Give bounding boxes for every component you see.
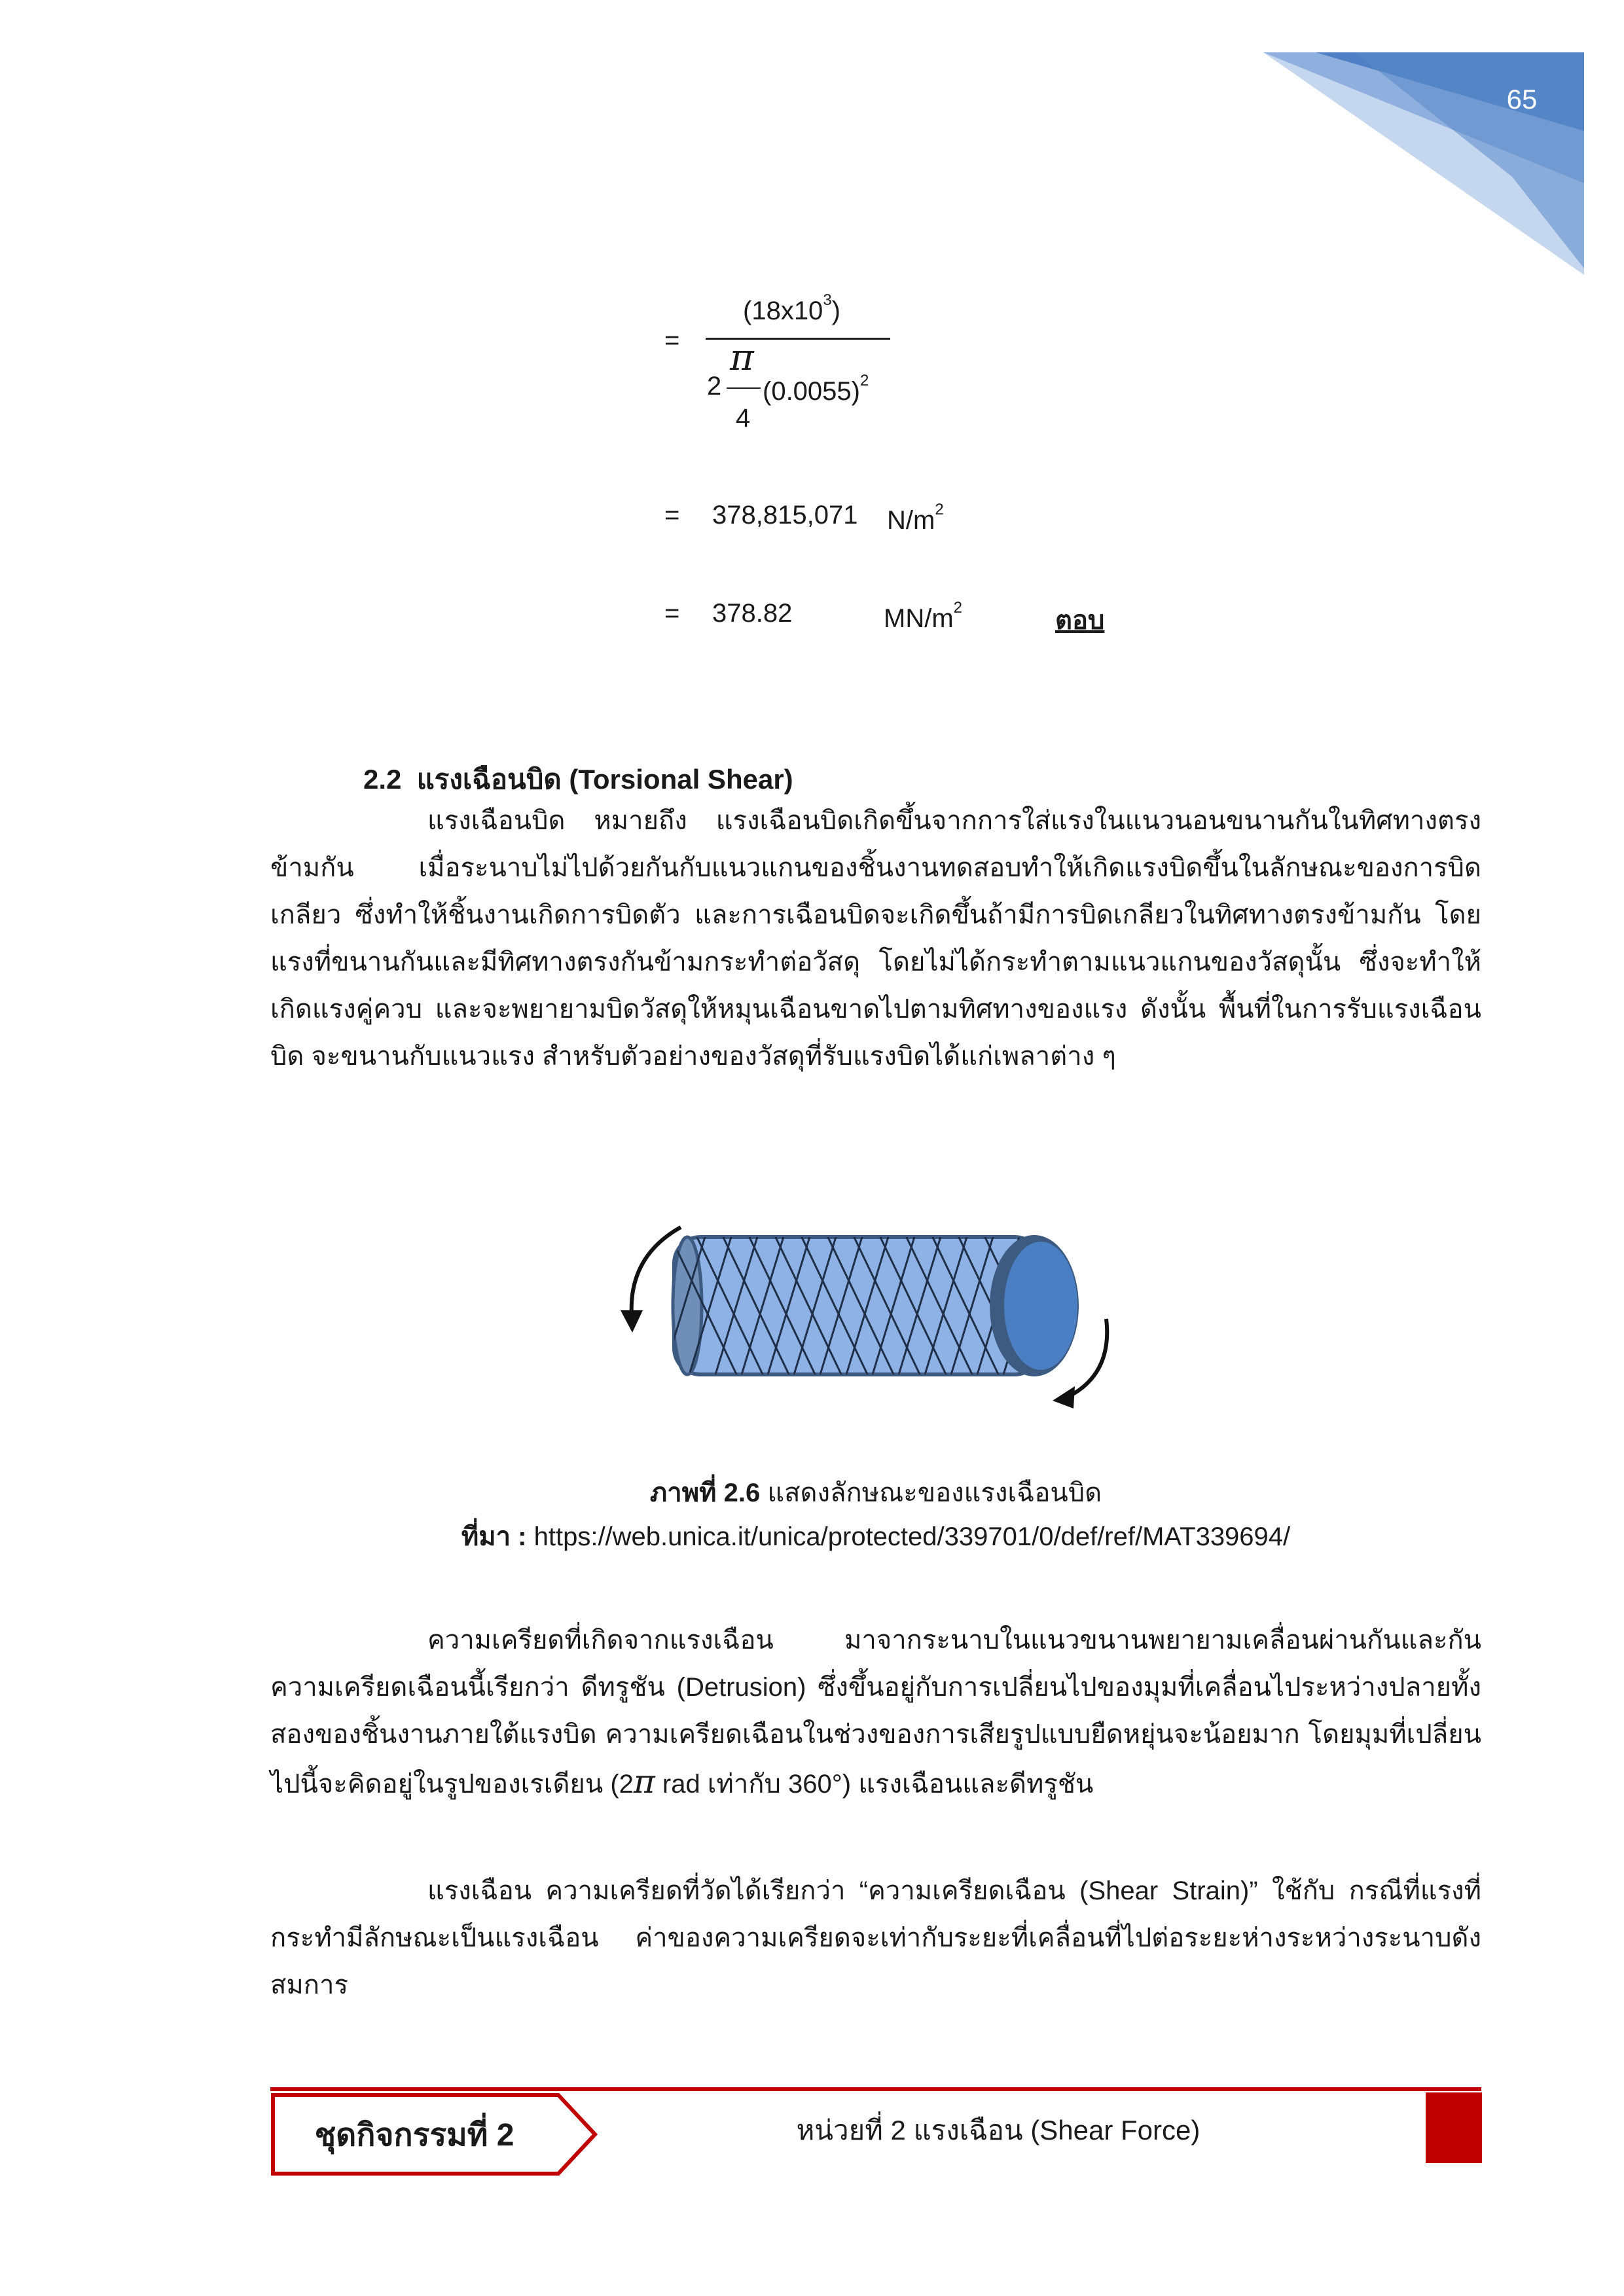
detrusion-paragraph-text: ความเครียดที่เกิดจากแรงเฉือน มาจากระนาบในแนวขนานพยายามเคลื่อนผ่านกันและกันความเครียดเฉือนนี้เรียกว่า ดีทรูชัน (Detrusion) ซึ่งขึ้นอยู่กับการเปลี่ยนไปของมุมที่เคลื่อนไประหว่างปลายทั้งสองของชิ้นงานภายใต้แรงบิด ความเครียดเฉือนในช่วงของการเสียรูปแบบยืดหยุ่นจะน้อยมาก โดยมุมที่เปลี่ยนไปนี้จะคิดอยู่ในรูปของเรเดียน (2 bbox=[270, 1626, 1481, 1799]
arrow-head-left bbox=[621, 1310, 643, 1333]
final-unit-exponent: 2 bbox=[953, 599, 962, 617]
denominator-base: (0.0055) bbox=[763, 377, 860, 406]
section-heading bbox=[363, 758, 793, 801]
shear-strain-paragraph bbox=[270, 1867, 1481, 2009]
numerator-exponent: 3 bbox=[823, 291, 832, 309]
denominator-value bbox=[763, 372, 869, 406]
result-unit-base: N/m bbox=[887, 506, 935, 535]
equals-sign-3: = bbox=[664, 599, 680, 628]
figure-caption-label: ภาพที่ 2.6 bbox=[649, 1479, 761, 1507]
detrusion-paragraph bbox=[270, 1617, 1481, 1808]
footer-line bbox=[270, 2087, 1481, 2091]
arrow-head-right bbox=[1053, 1386, 1075, 1408]
numerator bbox=[743, 291, 840, 326]
pi-symbol-inline: π bbox=[633, 1763, 655, 1801]
pi-symbol: π bbox=[730, 336, 754, 379]
shear-strain-paragraph-text: แรงเฉือน ความเครียดที่วัดได้เรียกว่า “ความเครียดเฉือน (Shear Strain)” ใช้กับ กรณีที่แรงที่กระทำมีลักษณะเป็นแรงเฉือน ค่าของความเครียดจะเท่ากับระยะที่เคลื่อนที่ไปต่อระยะห่างระหว่างระนาบดังสมการ bbox=[270, 1876, 1481, 2000]
answer-label: ตอบ bbox=[1055, 606, 1105, 635]
equals-sign-2: = bbox=[664, 501, 680, 529]
activity-label: ชุดกิจกรรมที่ 2 bbox=[314, 2118, 514, 2153]
section-title: แรงเฉือนบิด (Torsional Shear) bbox=[416, 764, 793, 795]
pi-fraction-bar bbox=[727, 387, 761, 389]
section-paragraph bbox=[270, 797, 1481, 1080]
result-unit bbox=[887, 501, 944, 535]
numerator-base: (18x10 bbox=[743, 296, 823, 325]
result-value: 378,815,071 bbox=[712, 501, 858, 529]
denominator-four: 4 bbox=[736, 404, 751, 433]
denominator-coefficient: 2 bbox=[707, 372, 722, 401]
section-number: 2.2 bbox=[363, 764, 402, 795]
final-unit bbox=[884, 599, 962, 634]
figure-source-url[interactable]: https://web.unica.it/unica/protected/339701/0/def/ref/MAT339694/ bbox=[533, 1522, 1291, 1551]
footer-red-block bbox=[1426, 2092, 1482, 2163]
result-unit-exponent: 2 bbox=[935, 501, 944, 518]
detrusion-paragraph-tail: rad เท่ากับ 360°) แรงเฉือนและดีทรูชัน bbox=[655, 1770, 1094, 1799]
cylinder-end-face bbox=[1004, 1242, 1077, 1370]
final-value: 378.82 bbox=[712, 599, 793, 628]
page-number: 65 bbox=[1506, 84, 1538, 115]
figure-caption bbox=[270, 1471, 1481, 1513]
figure-source bbox=[270, 1515, 1481, 1557]
cylinder-left-end bbox=[673, 1237, 702, 1374]
section-paragraph-text: แรงเฉือนบิด หมายถึง แรงเฉือนบิดเกิดขึ้นจากการใส่แรงในแนวนอนขนานกันในทิศทางตรงข้ามกัน เมื่อระนาบไม่ไปด้วยกันกับแนวแกนของชิ้นงานทดสอบทำให้เกิดแรงบิดขึ้นในลักษณะของการบิดเกลียว ซึ่งทำให้ชิ้นงานเกิดการบิดตัว และการเฉือนบิดจะเกิดขึ้นถ้ามีการบิดเกลียวในทิศทางตรงข้ามกัน โดยแรงที่ขนานกันและมีทิศทางตรงกันข้ามกระทำต่อวัสดุ โดยไม่ได้กระทำตามแนวแกนของวัสดุนั้น ซึ่งจะทำให้เกิดแรงคู่ควบ และจะพยายามบิดวัสดุให้หมุนเฉือนขาดไปตามทิศทางของแรง ดังนั้น พื้นที่ในการรับแรงเฉือนบิด จะขนานกับแนวแรง สำหรับตัวอย่างของวัสดุที่รับแรงบิดได้แก่เพลาต่าง ๆ bbox=[270, 806, 1481, 1071]
figure-caption-text: แสดงลักษณะของแรงเฉือนบิด bbox=[767, 1479, 1102, 1507]
final-unit-base: MN/m bbox=[884, 604, 954, 633]
torsion-cylinder-figure bbox=[609, 1217, 1132, 1420]
unit-label: หน่วยที่ 2 แรงเฉือน (Shear Force) bbox=[796, 2115, 1200, 2145]
numerator-close: ) bbox=[831, 296, 840, 325]
figure-source-label: ที่มา : bbox=[461, 1522, 527, 1551]
denominator-exponent: 2 bbox=[859, 372, 869, 389]
equals-sign: = bbox=[664, 326, 680, 355]
